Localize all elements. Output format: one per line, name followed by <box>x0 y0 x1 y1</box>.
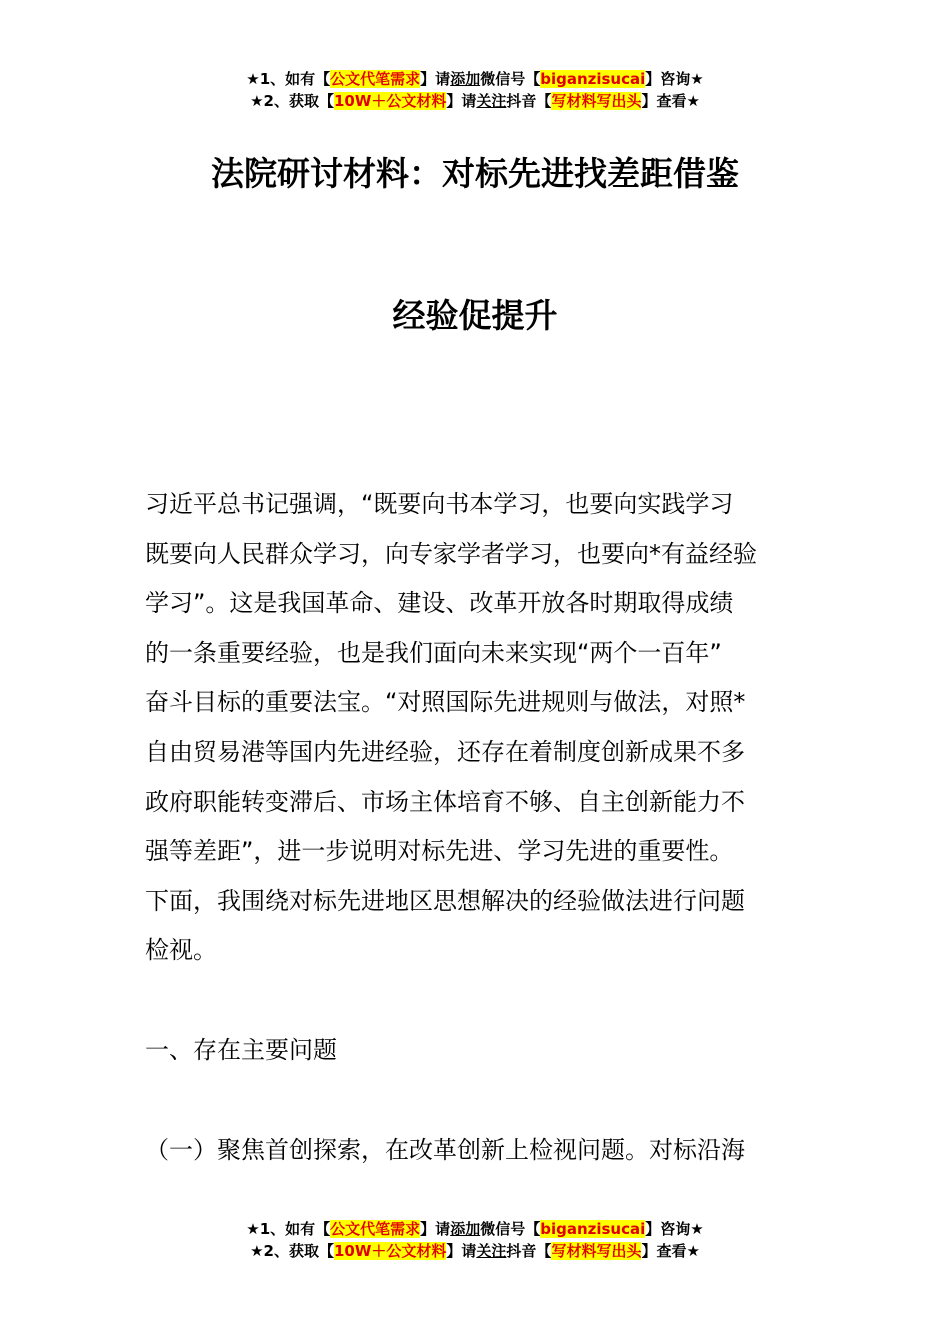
paragraph-line: 政府职能转变滞后、市场主体培育不够、自主创新能力不 <box>145 787 745 816</box>
banner-highlight-douyin: 写材料写出头 <box>551 1242 642 1260</box>
banner-line-2 <box>0 1240 950 1262</box>
banner-text: 抖音【 <box>506 92 552 110</box>
banner-text: 】请 <box>420 70 451 88</box>
banner-underline-follow: 关注 <box>476 92 507 110</box>
banner-highlight-materials: 10W＋公文材料 <box>333 1242 447 1260</box>
banner-line-1 <box>0 1218 950 1240</box>
banner-highlight-materials: 10W＋公文材料 <box>333 92 447 110</box>
footer-banner <box>0 1218 950 1262</box>
banner-text: 微信号【 <box>480 1220 541 1238</box>
subsection-paragraph-start: （一）聚焦首创探索，在改革创新上检视问题。对标沿海 <box>145 1136 745 1164</box>
paragraph-line: 奋斗目标的重要法宝。“对照国际先进规则与做法，对照* <box>145 688 746 717</box>
banner-text: ★2、获取【 <box>250 1242 334 1260</box>
banner-text: 】咨询★ <box>645 70 704 88</box>
banner-underline-follow: 关注 <box>476 1242 507 1260</box>
paragraph-line: 下面，我围绕对标先进地区思想解决的经验做法进行问题 <box>145 886 745 915</box>
banner-underline-add: 添加 <box>450 1220 481 1238</box>
paragraph-line: 学习”。这是我国革命、建设、改革开放各时期取得成绩 <box>145 589 734 618</box>
paragraph-line: 的一条重要经验，也是我们面向未来实现“两个一百年” <box>145 638 722 667</box>
banner-highlight-service: 公文代笔需求 <box>330 70 421 88</box>
banner-highlight-wechat-id: biganzisucai <box>540 1220 646 1238</box>
banner-text: 】查看★ <box>641 92 700 110</box>
paragraph-line: 检视。 <box>145 936 217 965</box>
banner-text: 】请 <box>446 1242 477 1260</box>
banner-underline-add: 添加 <box>450 70 481 88</box>
intro-paragraph <box>145 480 813 976</box>
header-banner <box>0 68 950 112</box>
document-title-line-2: 经验促提升 <box>392 296 558 335</box>
banner-text: ★1、如有【 <box>246 1220 331 1238</box>
banner-line-1 <box>0 68 950 90</box>
banner-text: ★2、获取【 <box>250 92 334 110</box>
banner-text: 抖音【 <box>506 1242 552 1260</box>
banner-highlight-wechat-id: biganzisucai <box>540 70 646 88</box>
banner-highlight-service: 公文代笔需求 <box>330 1220 421 1238</box>
banner-text: 微信号【 <box>480 70 541 88</box>
paragraph-line: 习近平总书记强调，“既要向书本学习，也要向实践学习 <box>145 490 734 518</box>
section-heading-problems: 一、存在主要问题 <box>145 1036 337 1064</box>
banner-text: 】查看★ <box>641 1242 700 1260</box>
document-title-line-1: 法院研讨材料：对标先进找差距借鉴 <box>211 154 739 193</box>
banner-text: ★1、如有【 <box>246 70 331 88</box>
paragraph-line: 既要向人民群众学习，向专家学者学习，也要向*有益经验 <box>145 539 757 568</box>
paragraph-line: 自由贸易港等国内先进经验，还存在着制度创新成果不多 <box>145 737 745 766</box>
paragraph-line: 强等差距”，进一步说明对标先进、学习先进的重要性。 <box>145 837 734 866</box>
banner-text: 】请 <box>420 1220 451 1238</box>
banner-highlight-douyin: 写材料写出头 <box>551 92 642 110</box>
banner-line-2 <box>0 90 950 112</box>
banner-text: 】请 <box>446 92 477 110</box>
banner-text: 】咨询★ <box>645 1220 704 1238</box>
